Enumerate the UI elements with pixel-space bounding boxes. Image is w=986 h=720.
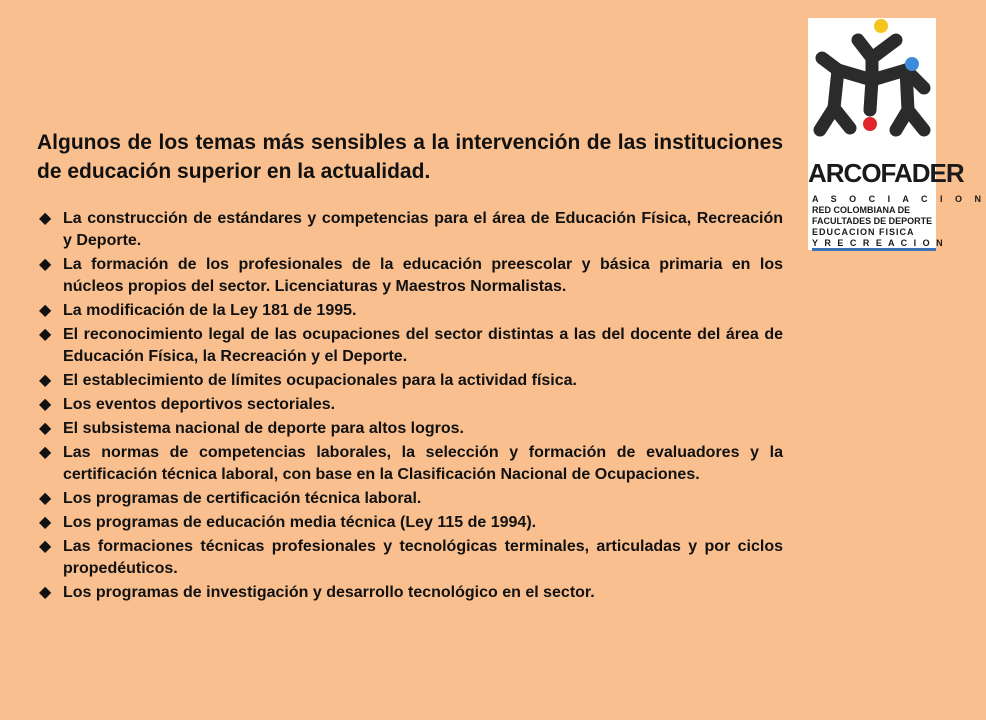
slide-heading: Algunos de los temas más sensibles a la intervención de las instituciones de educación superior en la actualidad.: [37, 131, 783, 183]
logo-tagline: [812, 194, 986, 249]
diamond-bullet-icon: ◆: [39, 514, 52, 531]
list-item-text: La formación de los profesionales de la educación preescolar y básica primaria en los núcleos propios del sector. Licenciaturas y Maestros Normalistas.: [63, 256, 783, 295]
list-item-text: Las formaciones técnicas profesionales y tecnológicas terminales, articuladas y por ciclos propedéuticos.: [63, 538, 783, 577]
logo-line: Y R E C R E A C I O N: [812, 238, 945, 248]
list-item: [37, 488, 783, 510]
logo-line: RED COLOMBIANA DE: [812, 205, 911, 215]
list-item-text: La modificación de la Ley 181 de 1995.: [63, 302, 357, 319]
list-item: [37, 536, 783, 580]
diamond-bullet-icon: ◆: [39, 210, 52, 227]
list-item-text: El subsistema nacional de deporte para altos logros.: [63, 420, 464, 437]
diamond-bullet-icon: ◆: [39, 372, 52, 389]
list-item: [37, 512, 783, 534]
diamond-bullet-icon: ◆: [39, 326, 52, 343]
diamond-bullet-icon: ◆: [39, 444, 52, 461]
logo-figure-icon: [808, 18, 936, 158]
yellow-dot-icon: [874, 19, 888, 33]
list-item-text: Las normas de competencias laborales, la selección y formación de evaluadores y la certificación técnica laboral, con base en la Clasificación Nacional de Ocupaciones.: [63, 444, 783, 483]
list-item-text: Los programas de educación media técnica (Ley 115 de 1994).: [63, 514, 537, 531]
list-item-text: Los eventos deportivos sectoriales.: [63, 396, 336, 413]
list-item-text: El establecimiento de límites ocupacionales para la actividad física.: [63, 372, 577, 389]
list-item-text: Los programas de investigación y desarrollo tecnológico en el sector.: [63, 584, 595, 601]
arcofader-logo: [808, 18, 986, 250]
slide-content: [37, 128, 783, 606]
diamond-bullet-icon: ◆: [39, 584, 52, 601]
logo-underline: [812, 248, 936, 251]
list-item-text: Los programas de certificación técnica laboral.: [63, 490, 422, 507]
list-item: [37, 442, 783, 486]
diamond-bullet-icon: ◆: [39, 302, 52, 319]
topics-list: [37, 208, 783, 604]
list-item-text: El reconocimiento legal de las ocupaciones del sector distintas a las del docente del área de Educación Física, la Recreación y el Deporte.: [63, 326, 783, 365]
list-item-text: La construcción de estándares y competencias para el área de Educación Física, Recreación y Deporte.: [63, 210, 783, 249]
red-dot-icon: [863, 117, 877, 131]
blue-dot-icon: [905, 57, 919, 71]
diamond-bullet-icon: ◆: [39, 396, 52, 413]
list-item: [37, 254, 783, 298]
logo-line: EDUCACION FISICA: [812, 227, 915, 237]
list-item: [37, 394, 783, 416]
diamond-bullet-icon: ◆: [39, 420, 52, 437]
logo-name: ARCOFADER: [808, 158, 964, 188]
logo-line: FACULTADES DE DEPORTE: [812, 216, 933, 226]
list-item: [37, 300, 783, 322]
diamond-bullet-icon: ◆: [39, 538, 52, 555]
diamond-bullet-icon: ◆: [39, 490, 52, 507]
list-item: [37, 582, 783, 604]
list-item: [37, 208, 783, 252]
diamond-bullet-icon: ◆: [39, 256, 52, 273]
list-item: [37, 370, 783, 392]
list-item: [37, 418, 783, 440]
logo-line: A S O C I A C I O N: [812, 194, 986, 204]
list-item: [37, 324, 783, 368]
